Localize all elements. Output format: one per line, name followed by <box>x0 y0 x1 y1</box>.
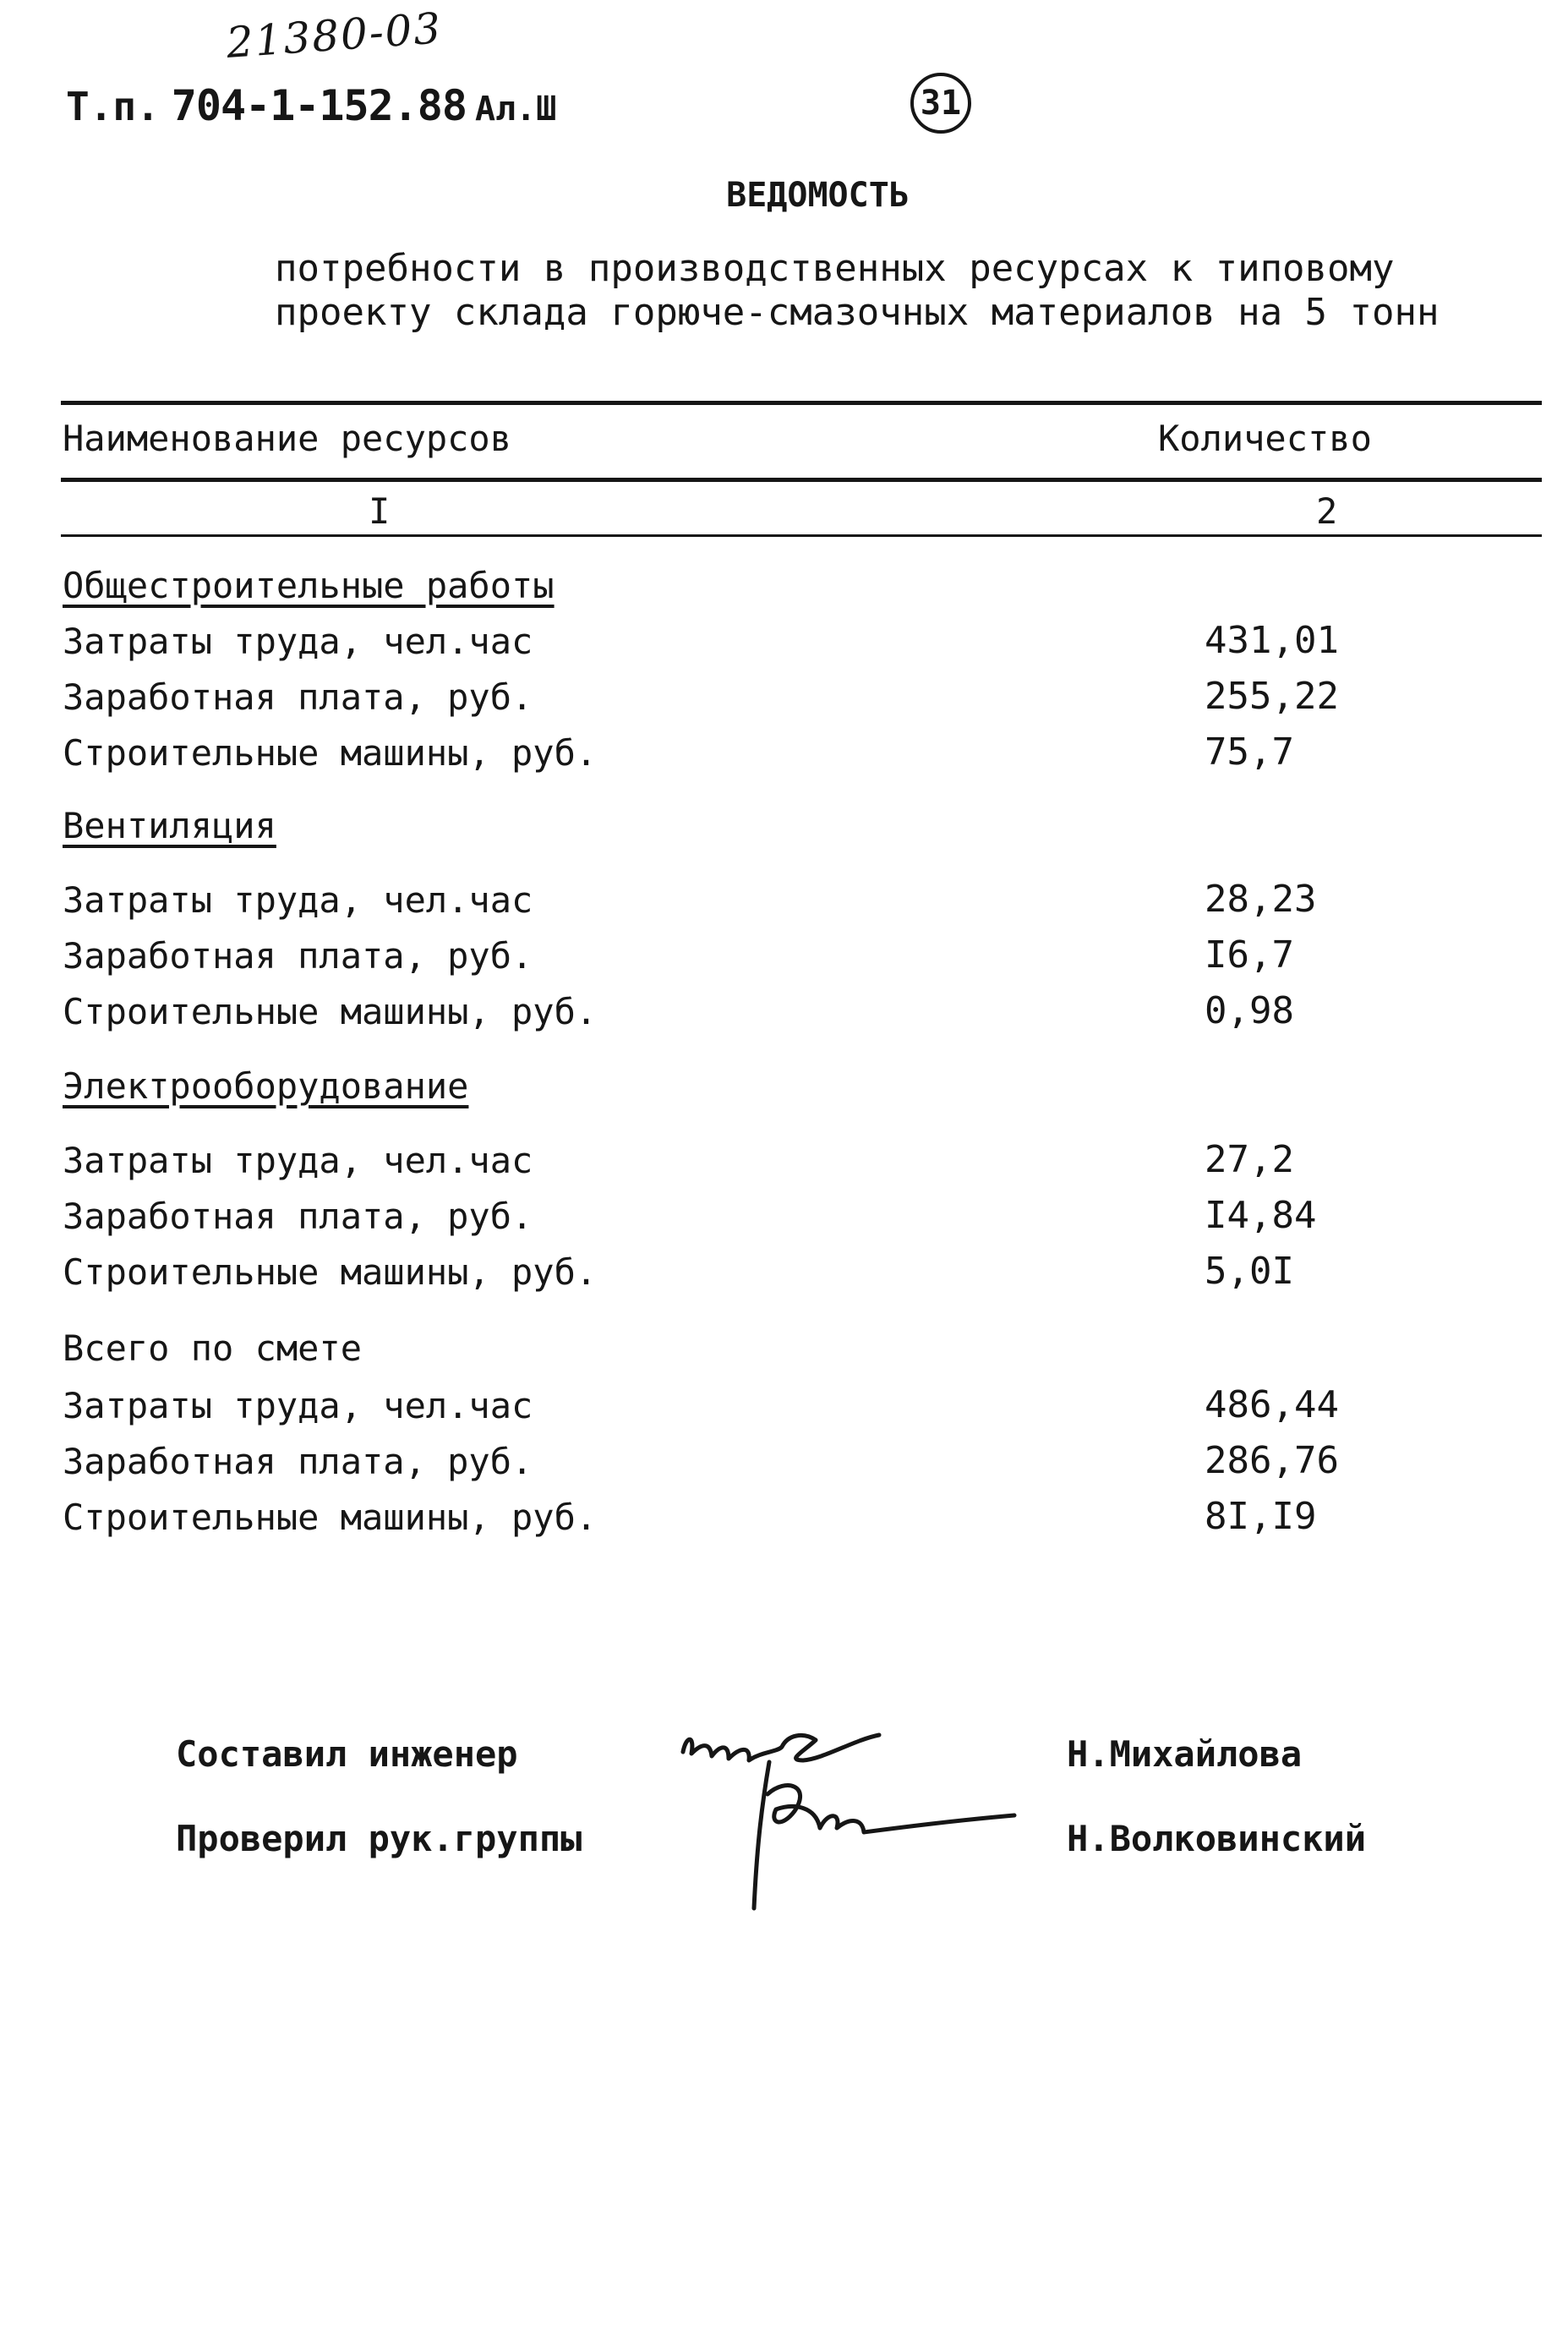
sheet-code: Ал.Ш <box>475 90 557 129</box>
checker-name: Н.Волковинский <box>1067 1818 1367 1859</box>
subtitle-line-2: проекту склада горюче-смазочных материалов на 5 тонн <box>275 291 1440 334</box>
row-value: 28,23 <box>1205 878 1317 921</box>
row-name: Заработная плата, руб. <box>63 935 533 977</box>
signer-name: Н.Михайлова <box>1067 1733 1303 1775</box>
row-value: 75,7 <box>1205 731 1294 774</box>
row-name: Строительные машины, руб. <box>63 1251 598 1293</box>
section-title: Электрооборудование <box>63 1065 469 1107</box>
handwritten-document-number: 21380-03 <box>224 3 444 68</box>
column-number-1: I <box>369 490 391 532</box>
document-prefix: Т.п. <box>66 84 160 129</box>
row-value: I6,7 <box>1205 933 1294 977</box>
page-number-circle: 31 <box>910 73 971 134</box>
row-value: 5,0I <box>1205 1250 1294 1293</box>
document-title: ВЕДОМОСТЬ <box>726 176 910 215</box>
column-numbers-rule <box>61 534 1542 537</box>
row-value: 255,22 <box>1205 675 1339 718</box>
column-number-2: 2 <box>1316 490 1338 532</box>
column-header-name: Наименование ресурсов <box>63 418 512 459</box>
section-title: Общестроительные работы <box>63 565 555 606</box>
totals-title: Всего по смете <box>63 1327 363 1369</box>
row-value: 286,76 <box>1205 1439 1339 1482</box>
row-value: 8I,I9 <box>1205 1495 1317 1538</box>
row-value: 27,2 <box>1205 1138 1294 1181</box>
signer-role: Составил инженер <box>176 1733 518 1775</box>
header-separator-rule <box>61 478 1542 482</box>
row-name: Затраты труда, чел.час <box>63 879 533 921</box>
handwritten-signatures <box>676 1710 1031 1921</box>
subtitle-line-1: потребности в производственных ресурсах к типовому <box>275 247 1395 290</box>
row-value: 0,98 <box>1205 989 1294 1032</box>
row-name: Заработная плата, руб. <box>63 676 533 718</box>
column-header-quantity: Количество <box>1158 418 1372 459</box>
row-name: Затраты труда, чел.час <box>63 1385 533 1426</box>
row-value: 431,01 <box>1205 619 1339 662</box>
row-value: 486,44 <box>1205 1383 1339 1426</box>
section-title: Вентиляция <box>63 805 276 846</box>
project-code: 704-1-152.88 <box>171 81 467 130</box>
row-name: Заработная плата, руб. <box>63 1196 533 1237</box>
table-top-rule <box>61 401 1542 405</box>
row-name: Строительные машины, руб. <box>63 1497 598 1538</box>
row-name: Заработная плата, руб. <box>63 1441 533 1482</box>
row-name: Затраты труда, чел.час <box>63 1140 533 1181</box>
document-code <box>66 81 556 130</box>
row-name: Строительные машины, руб. <box>63 991 598 1032</box>
row-value: I4,84 <box>1205 1194 1317 1237</box>
row-name: Строительные машины, руб. <box>63 732 598 774</box>
checker-role: Проверил рук.группы <box>176 1818 582 1859</box>
row-name: Затраты труда, чел.час <box>63 621 533 662</box>
